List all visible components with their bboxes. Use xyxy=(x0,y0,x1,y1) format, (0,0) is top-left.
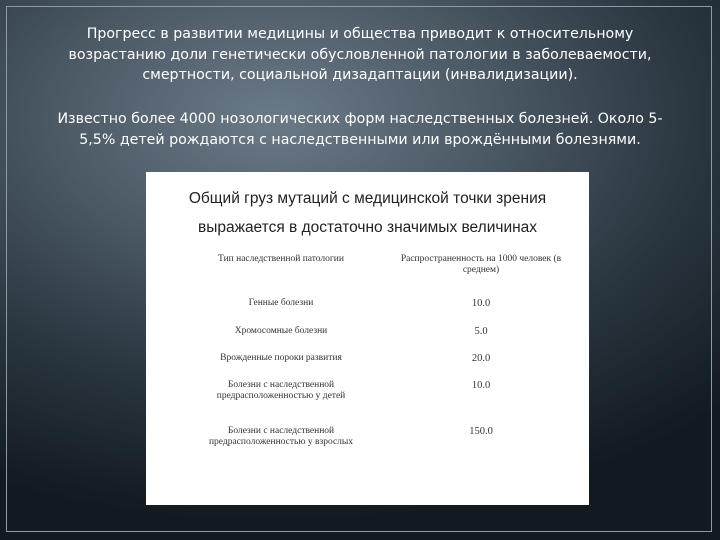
table-row-value: 20.0 xyxy=(471,353,491,364)
paragraph-progress: Прогресс в развитии медицины и общества приводит к относительному возрастанию доли генетически обусловленной патологии в заболеваемости, смертности, социальной дизадаптации (инвалидизации). xyxy=(68,26,652,83)
table-row-type: Хромосомные болезни xyxy=(234,326,328,336)
column-header-prevalence: Распространенность на 1000 человек (в среднем) xyxy=(400,254,562,275)
table-row-value: 150.0 xyxy=(469,426,493,437)
table-row-type: Генные болезни xyxy=(248,298,314,308)
table-row-type: Болезни с наследственной предрасположенностью у детей xyxy=(216,380,346,401)
figure-title-line-1: Общий груз мутаций с медицинской точки зрения xyxy=(188,190,547,207)
figure-title-line-2: выражается в достаточно значимых величинах xyxy=(197,219,538,236)
table-row-value: 10.0 xyxy=(471,380,491,391)
mutation-load-figure xyxy=(146,172,589,505)
table-row-value: 10.0 xyxy=(471,298,491,309)
paragraph-statistics: Известно более 4000 нозологических форм наследственных болезней. Около 5-5,5% детей рождаются с наследственными или врождёнными болезнями. xyxy=(57,111,663,148)
table-row-type: Врожденные пороки развития xyxy=(220,353,342,363)
table-row-type: Болезни с наследственной предрасположенностью у взрослых xyxy=(208,426,354,447)
column-header-type: Тип наследственной патологии xyxy=(218,254,344,264)
table-row-value: 5.0 xyxy=(474,326,488,337)
